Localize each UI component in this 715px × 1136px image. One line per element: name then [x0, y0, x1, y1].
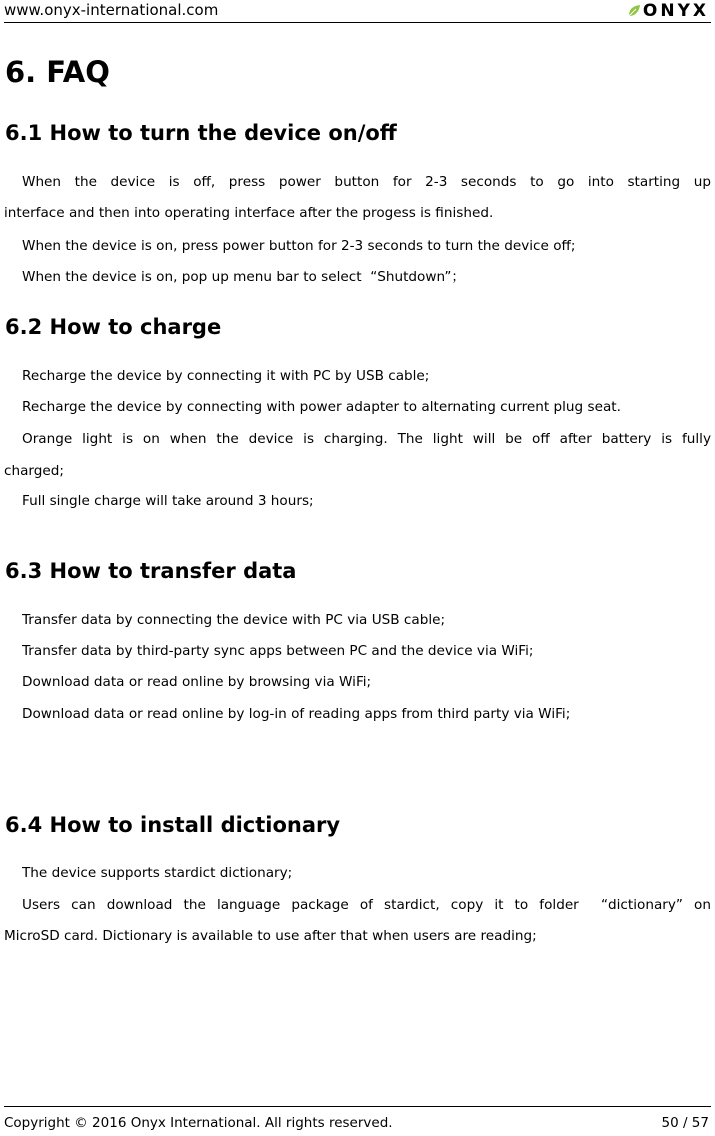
section-6-4-line-3: MicroSD card. Dictionary is available to use after that when users are reading; [4, 928, 537, 944]
section-6-4-line-1: The device supports stardict dictionary; [22, 865, 293, 881]
section-6-2-line-1: Recharge the device by connecting it with PC by USB cable; [22, 368, 430, 384]
header-url: www.onyx-international.com [4, 1, 219, 19]
footer-copyright: Copyright © 2016 Onyx International. All rights reserved. [4, 1115, 393, 1131]
section-6-1-line-4: When the device is on, pop up menu bar to select “Shutdown”； [22, 269, 466, 285]
page-header [4, 0, 711, 23]
section-6-2-line-5: Full single charge will take around 3 hours; [22, 493, 314, 509]
section-6-4-line-2: Users can download the language package of stardict, copy it to folder “dictionary” on [22, 897, 711, 913]
section-6-1-line-3: When the device is on, press power button for 2-3 seconds to turn the device off; [22, 238, 576, 254]
section-6-1-line-1: When the device is off, press power button for 2-3 seconds to go into starting up [22, 174, 711, 190]
section-6-3-line-2: Transfer data by third-party sync apps between PC and the device via WiFi; [22, 643, 534, 659]
page-title: 6. FAQ [5, 55, 110, 89]
section-heading-6-3: 6.3 How to transfer data [5, 559, 297, 583]
section-6-3-line-4: Download data or read online by log-in of reading apps from third party via WiFi; [22, 706, 571, 722]
leaf-icon [627, 4, 641, 18]
section-heading-6-2: 6.2 How to charge [5, 315, 222, 339]
onyx-logo [627, 1, 709, 21]
logo-text: ONYX [642, 1, 709, 21]
section-6-3-line-1: Transfer data by connecting the device with PC via USB cable; [22, 612, 446, 628]
page-footer [4, 1106, 711, 1131]
section-6-2-line-2: Recharge the device by connecting with power adapter to alternating current plug seat. [22, 399, 621, 415]
section-6-2-line-3: Orange light is on when the device is charging. The light will be off after battery is fully [22, 431, 711, 447]
section-heading-6-1: 6.1 How to turn the device on/off [5, 121, 397, 145]
section-6-3-line-3: Download data or read online by browsing via WiFi; [22, 674, 372, 690]
section-6-1-line-2: interface and then into operating interface after the progess is finished. [4, 205, 494, 221]
section-6-2-line-4: charged; [4, 463, 64, 479]
section-heading-6-4: 6.4 How to install dictionary [5, 813, 341, 837]
page-number: 50 / 57 [661, 1115, 709, 1131]
